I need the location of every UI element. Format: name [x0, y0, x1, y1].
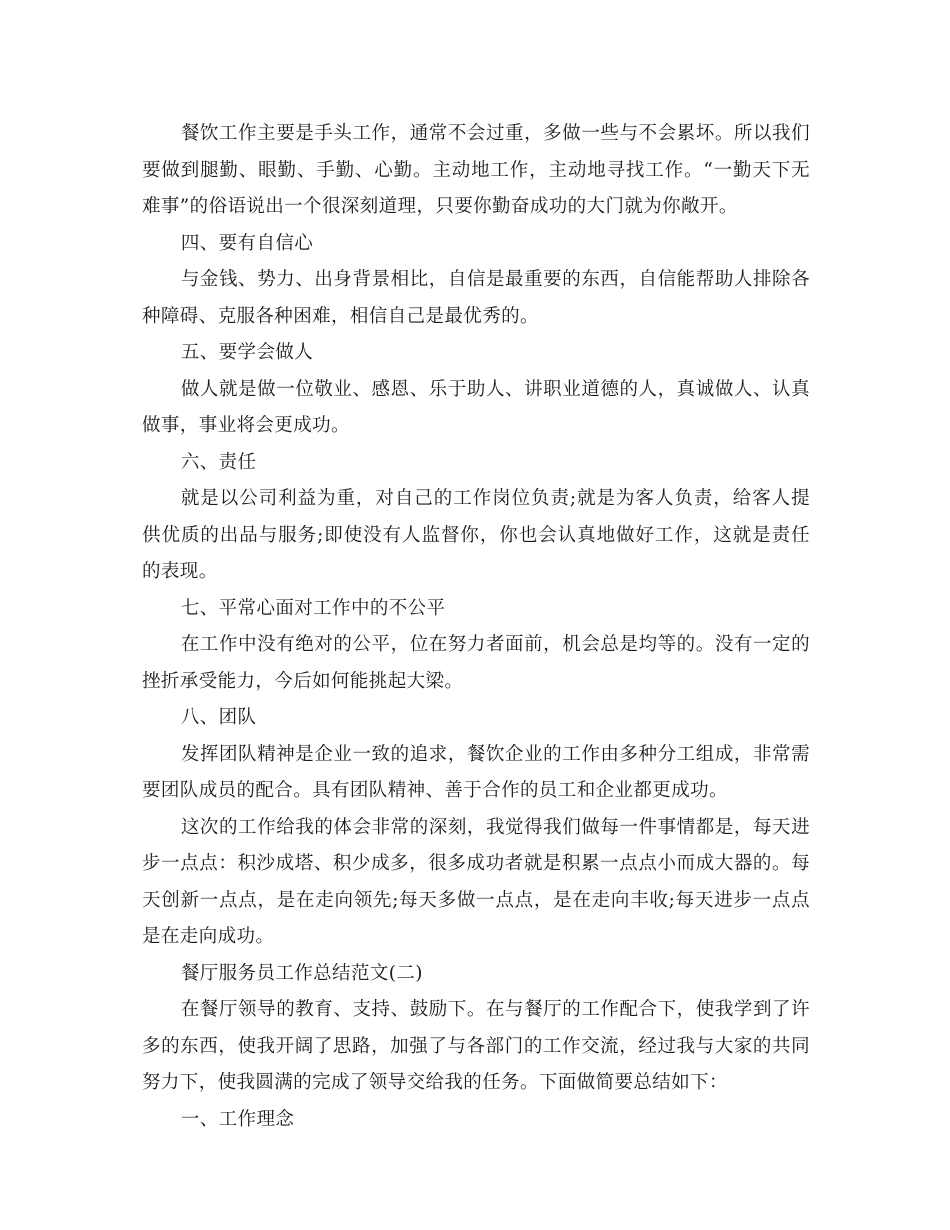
paragraph-reflection: 这次的工作给我的体会非常的深刻，我觉得我们做每一件事情都是，每天进步一点点：积沙成塔、积少成多，很多成功者就是积累一点点小而成大器的。每天创新一点点，是在走向领先;每天多做一点点，是在走向丰收;每天进步一点点是在走向成功。	[142, 816, 810, 947]
section-heading-work-philosophy: 一、工作理念	[180, 1108, 295, 1130]
section-heading-be-a-person: 五、要学会做人	[180, 342, 314, 363]
document-body	[142, 116, 810, 1138]
paragraph-confidence: 与金钱、势力、出身背景相比，自信是最重要的东西，自信能帮助人排除各种障碍、克服各种困难，相信自己是最优秀的。	[142, 269, 810, 327]
paragraph-fairness: 在工作中没有绝对的公平，位在努力者面前，机会总是均等的。没有一定的挫折承受能力，今后如何能挑起大梁。	[142, 634, 810, 692]
section-heading-team: 八、团队	[180, 707, 257, 728]
section-heading-fairness: 七、平常心面对工作中的不公平	[180, 597, 446, 619]
paragraph-responsibility: 就是以公司利益为重，对自己的工作岗位负责;就是为客人负责，给客人提供优质的出品与服务;即使没有人监督你，你也会认真地做好工作，这就是责任的表现。	[142, 488, 810, 582]
section-heading-sample-two: 餐厅服务员工作总结范文(二)	[180, 962, 423, 984]
paragraph-team: 发挥团队精神是企业一致的追求，餐饮企业的工作由多种分工组成，非常需要团队成员的配合。具有团队精神、善于合作的员工和企业都更成功。	[142, 743, 810, 801]
paragraph-be-a-person: 做人就是做一位敬业、感恩、乐于助人、讲职业道德的人，真诚做人、认真做事，事业将会更成功。	[142, 378, 810, 436]
paragraph-summary-intro: 在餐厅领导的教育、支持、鼓励下。在与餐厅的工作配合下，使我学到了许多的东西，使我开阔了思路，加强了与各部门的工作交流，经过我与大家的共同努力下，使我圆满的完成了领导交给我的任务。下面做简要总结如下：	[142, 999, 810, 1093]
section-heading-confidence: 四、要有自信心	[180, 232, 314, 254]
section-heading-responsibility: 六、责任	[180, 451, 257, 473]
paragraph-diligence: 餐饮工作主要是手头工作，通常不会过重，多做一些与不会累坏。所以我们要做到腿勤、眼勤、手勤、心勤。主动地工作，主动地寻找工作。“一勤天下无难事”的俗语说出一个很深刻道理，只要你勤奋成功的大门就为你敞开。	[142, 123, 810, 217]
